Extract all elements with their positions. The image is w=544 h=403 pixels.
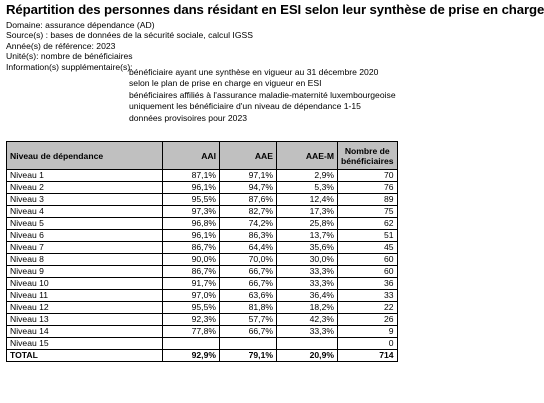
cell-beneficiaires: 45	[338, 242, 398, 254]
cell-niveau: Niveau 6	[7, 230, 163, 242]
cell-beneficiaires: 51	[338, 230, 398, 242]
table-total-row	[7, 350, 398, 362]
cell-niveau: Niveau 11	[7, 290, 163, 302]
cell-niveau: Niveau 13	[7, 314, 163, 326]
cell-aae: 64,4%	[220, 242, 277, 254]
cell-beneficiaires: 75	[338, 206, 398, 218]
total-cell-aae: 79,1%	[220, 350, 277, 362]
total-cell-beneficiaires: 714	[338, 350, 398, 362]
total-cell-aae-m: 20,9%	[277, 350, 338, 362]
cell-beneficiaires: 9	[338, 326, 398, 338]
cell-aai: 77,8%	[163, 326, 220, 338]
cell-aai: 97,3%	[163, 206, 220, 218]
cell-aae: 94,7%	[220, 182, 277, 194]
cell-aae	[220, 338, 277, 350]
cell-aae-m: 36,4%	[277, 290, 338, 302]
cell-aai: 96,8%	[163, 218, 220, 230]
cell-niveau: Niveau 14	[7, 326, 163, 338]
meta-annee: Année(s) de référence: 2023	[6, 40, 116, 51]
cell-aai: 96,1%	[163, 230, 220, 242]
cell-aae-m: 17,3%	[277, 206, 338, 218]
cell-aai: 91,7%	[163, 278, 220, 290]
table-row	[7, 242, 398, 254]
header-aai: AAI	[163, 142, 220, 170]
info-line: bénéficiaire ayant une synthèse en vigueur au 31 décembre 2020	[129, 67, 379, 77]
cell-aae: 70,0%	[220, 254, 277, 266]
header-niveau: Niveau de dépendance	[7, 142, 163, 170]
cell-aae-m: 12,4%	[277, 194, 338, 206]
cell-aai: 92,3%	[163, 314, 220, 326]
table-row	[7, 170, 398, 182]
table-row	[7, 218, 398, 230]
header-beneficiaires: Nombre de bénéficiaires	[338, 142, 398, 170]
cell-niveau: Niveau 5	[7, 218, 163, 230]
cell-aae-m: 33,3%	[277, 326, 338, 338]
info-line: uniquement les bénéficiaire d'un niveau de dépendance 1-15	[129, 101, 361, 112]
table-row	[7, 194, 398, 206]
cell-aae: 66,7%	[220, 326, 277, 338]
table-body	[7, 170, 398, 362]
cell-beneficiaires: 36	[338, 278, 398, 290]
cell-niveau: Niveau 4	[7, 206, 163, 218]
cell-aae-m	[277, 338, 338, 350]
table-row	[7, 338, 398, 350]
cell-niveau: Niveau 15	[7, 338, 163, 350]
cell-aae-m: 2,9%	[277, 170, 338, 182]
cell-aae-m: 25,8%	[277, 218, 338, 230]
cell-niveau: Niveau 1	[7, 170, 163, 182]
meta-unite: Unité(s): nombre de bénéficiaires	[6, 51, 133, 62]
table-row	[7, 182, 398, 194]
metadata-block	[6, 20, 253, 72]
cell-beneficiaires: 26	[338, 314, 398, 326]
cell-aae: 86,3%	[220, 230, 277, 242]
table-row	[7, 206, 398, 218]
cell-beneficiaires: 22	[338, 302, 398, 314]
cell-aae-m: 13,7%	[277, 230, 338, 242]
page-title: Répartition des personnes dans résidant en ESI selon leur synthèse de prise en charge	[6, 2, 544, 17]
table-row	[7, 326, 398, 338]
header-aae-m: AAE-M	[277, 142, 338, 170]
cell-beneficiaires: 60	[338, 254, 398, 266]
cell-aai: 97,0%	[163, 290, 220, 302]
meta-source: Source(s) : bases de données de la sécurité sociale, calcul IGSS	[6, 30, 253, 41]
cell-beneficiaires: 89	[338, 194, 398, 206]
info-lines	[129, 67, 396, 124]
table-row	[7, 314, 398, 326]
cell-aai: 95,5%	[163, 302, 220, 314]
cell-aae: 66,7%	[220, 266, 277, 278]
cell-aae-m: 5,3%	[277, 182, 338, 194]
cell-niveau: Niveau 9	[7, 266, 163, 278]
cell-aae-m: 42,3%	[277, 314, 338, 326]
cell-aae: 97,1%	[220, 170, 277, 182]
cell-niveau: Niveau 10	[7, 278, 163, 290]
cell-niveau: Niveau 3	[7, 194, 163, 206]
table-row	[7, 230, 398, 242]
info-line: bénéficiaires affiliés à l'assurance maladie-maternité luxembourgeoise	[129, 89, 396, 100]
cell-aae: 81,8%	[220, 302, 277, 314]
header-aae: AAE	[220, 142, 277, 170]
cell-aae: 66,7%	[220, 278, 277, 290]
cell-aae: 82,7%	[220, 206, 277, 218]
cell-aae-m: 30,0%	[277, 254, 338, 266]
table-header-row	[7, 142, 398, 170]
cell-aae-m: 33,3%	[277, 278, 338, 290]
cell-aae-m: 18,2%	[277, 302, 338, 314]
cell-niveau: Niveau 2	[7, 182, 163, 194]
total-cell-aai: 92,9%	[163, 350, 220, 362]
data-table	[6, 141, 398, 362]
cell-beneficiaires: 76	[338, 182, 398, 194]
cell-beneficiaires: 60	[338, 266, 398, 278]
cell-beneficiaires: 33	[338, 290, 398, 302]
cell-aae-m: 33,3%	[277, 266, 338, 278]
info-line: selon le plan de prise en charge en vigueur en ESI	[129, 78, 322, 89]
cell-aai: 90,0%	[163, 254, 220, 266]
cell-niveau: Niveau 12	[7, 302, 163, 314]
cell-aai: 95,5%	[163, 194, 220, 206]
cell-aai: 86,7%	[163, 266, 220, 278]
table-row	[7, 302, 398, 314]
cell-beneficiaires: 0	[338, 338, 398, 350]
cell-beneficiaires: 70	[338, 170, 398, 182]
cell-aai: 86,7%	[163, 242, 220, 254]
total-cell-niveau: TOTAL	[7, 350, 163, 362]
meta-domaine: Domaine: assurance dépendance (AD)	[6, 20, 155, 30]
table-row	[7, 290, 398, 302]
cell-aae: 57,7%	[220, 314, 277, 326]
cell-niveau: Niveau 8	[7, 254, 163, 266]
meta-info-label: Information(s) supplémentaire(s):	[6, 61, 133, 72]
cell-aae: 87,6%	[220, 194, 277, 206]
cell-aai: 87,1%	[163, 170, 220, 182]
cell-aai: 96,1%	[163, 182, 220, 194]
cell-aae: 74,2%	[220, 218, 277, 230]
cell-aai	[163, 338, 220, 350]
cell-beneficiaires: 62	[338, 218, 398, 230]
cell-aae-m: 35,6%	[277, 242, 338, 254]
table-row	[7, 254, 398, 266]
cell-aae: 63,6%	[220, 290, 277, 302]
table-row	[7, 278, 398, 290]
info-line: données provisoires pour 2023	[129, 112, 248, 123]
table-row	[7, 266, 398, 278]
cell-niveau: Niveau 7	[7, 242, 163, 254]
